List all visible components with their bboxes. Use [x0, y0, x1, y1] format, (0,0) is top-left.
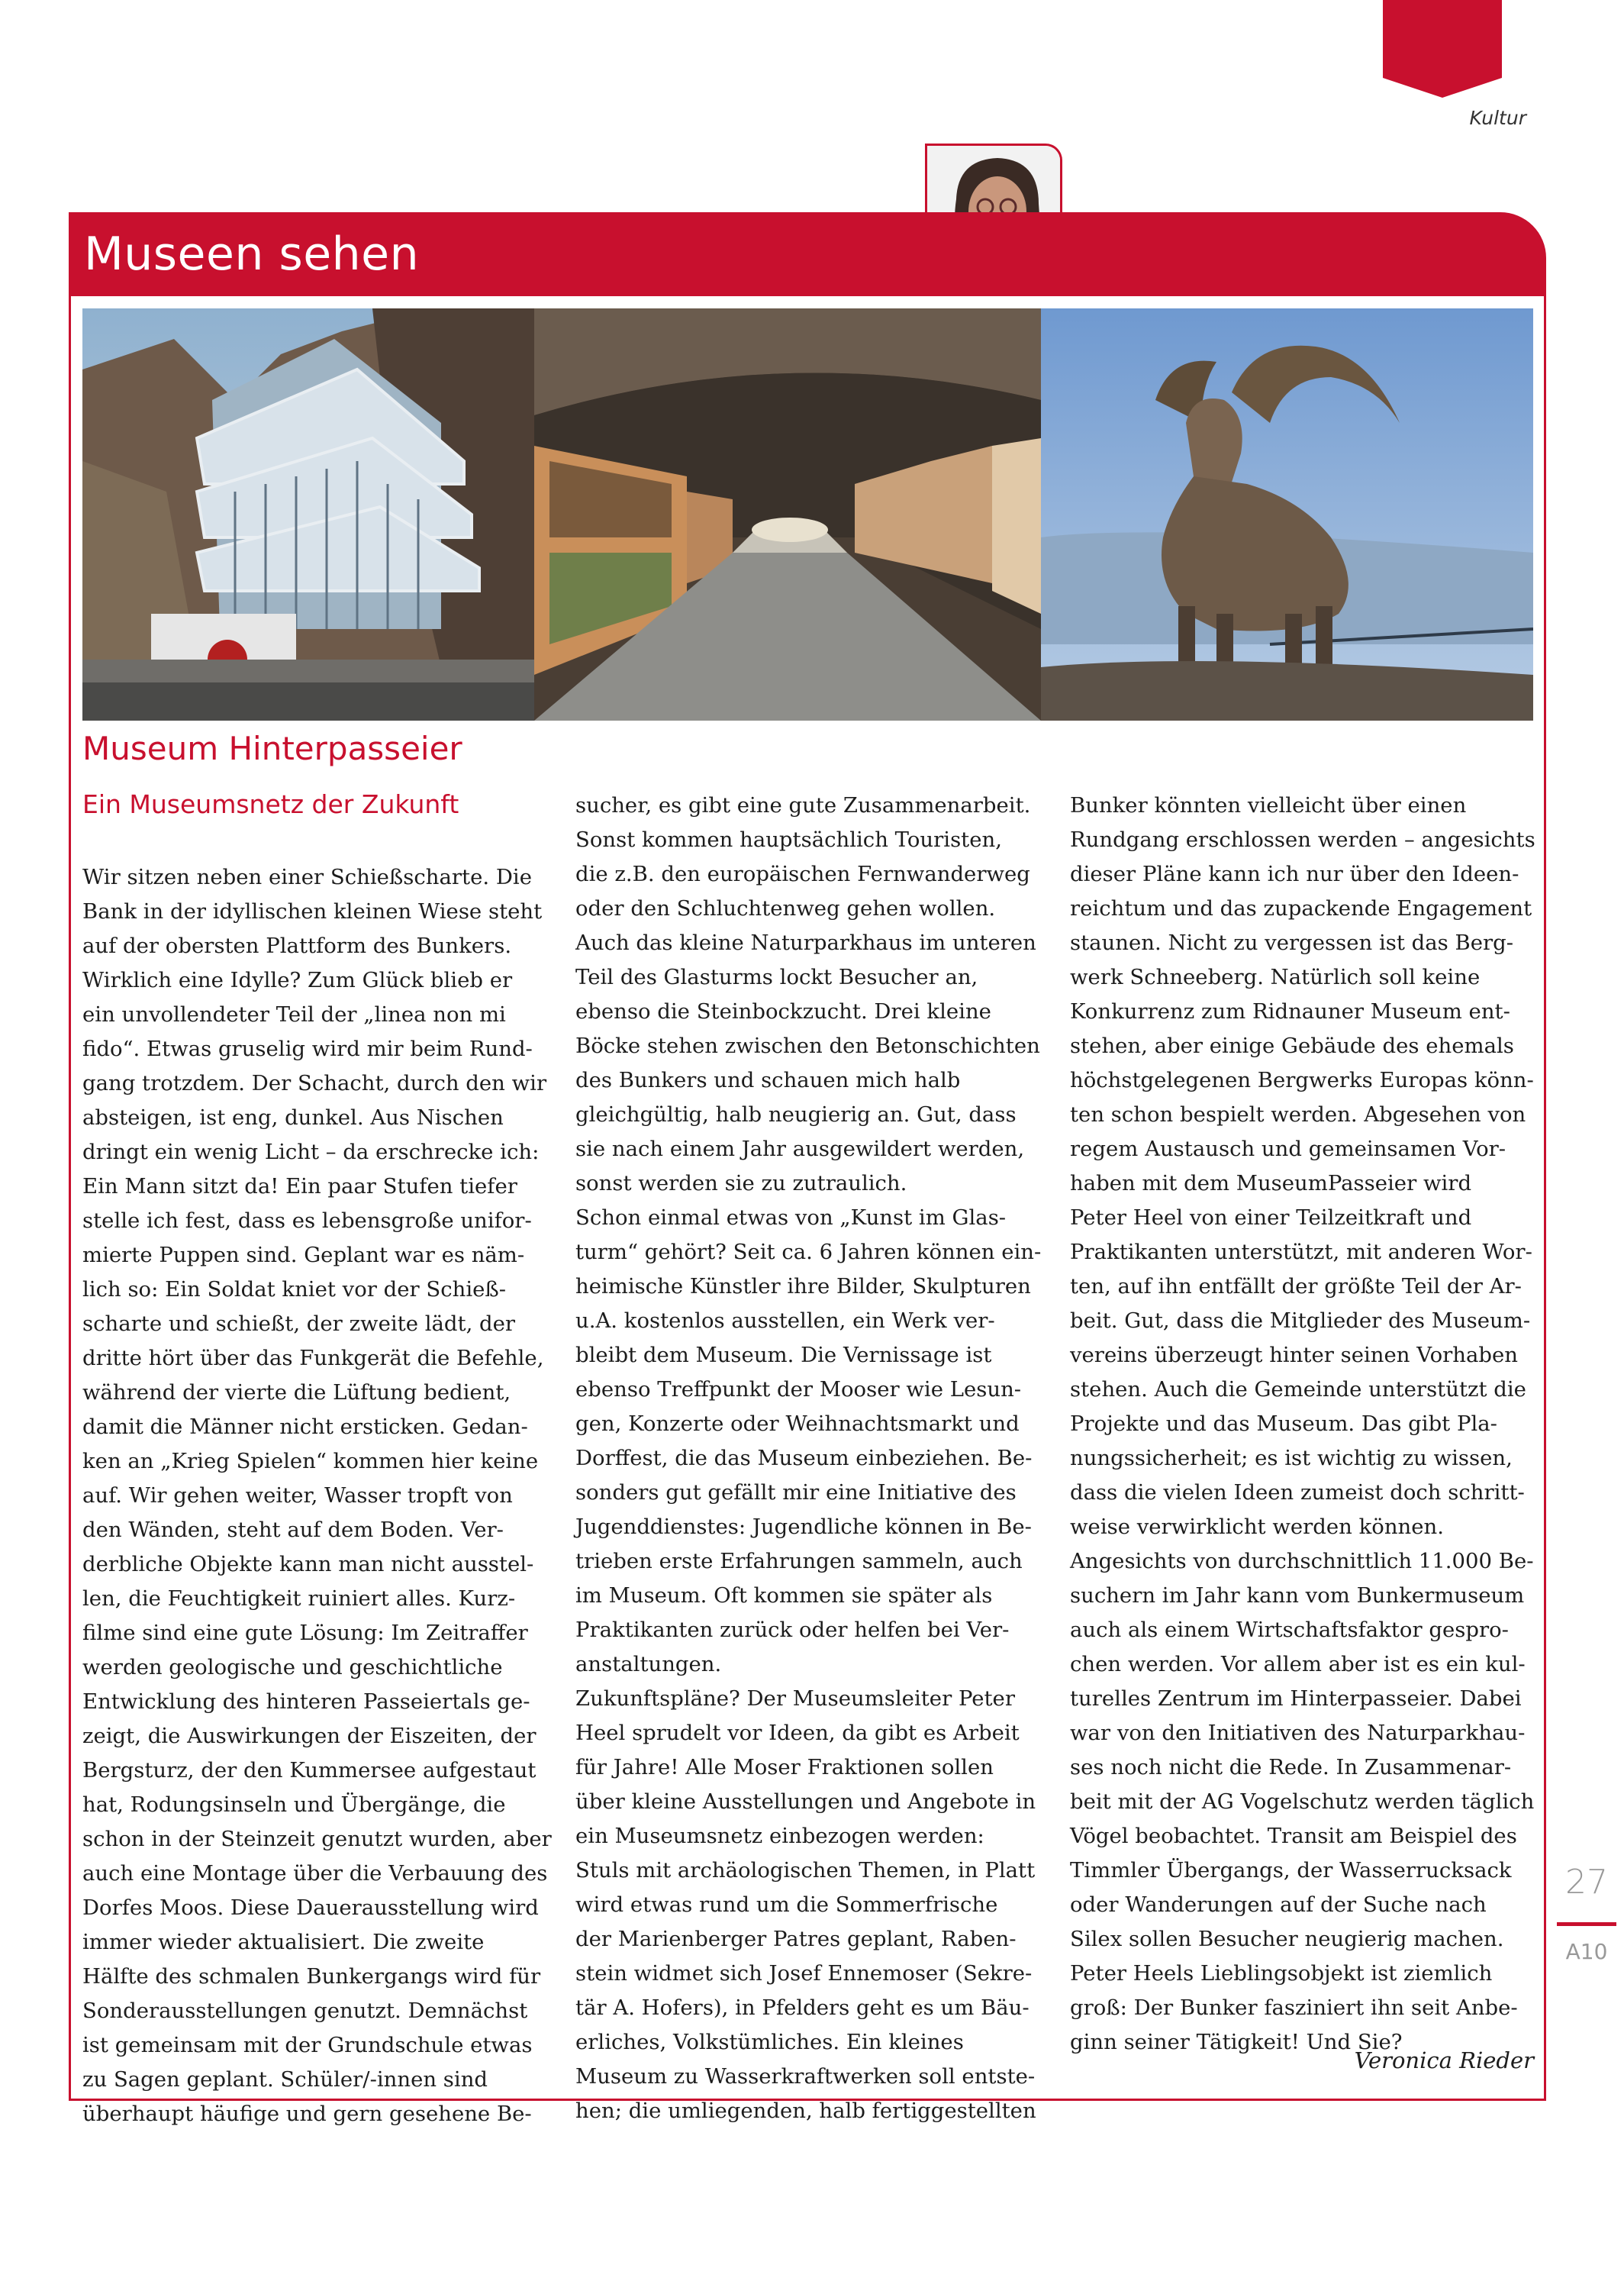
text-line: erliches, Volkstümliches. Ein kleines	[575, 2030, 964, 2054]
text-line: Peter Heels Lieblingsobjekt ist ziemlich	[1070, 1961, 1493, 1986]
text-line: haben mit dem MuseumPasseier wird	[1070, 1171, 1472, 1195]
text-line: ten, auf ihn entfällt der größte Teil der Ar-	[1070, 1274, 1522, 1299]
text-line: ebenso die Steinbockzucht. Drei kleine	[575, 999, 991, 1024]
text-line: Schon einmal etwas von „Kunst im Glas-	[575, 1205, 1007, 1230]
text-line: tär A. Hofers), in Pfelders geht es um Bäu-	[575, 1995, 1030, 2020]
text-line: Jugenddienstes: Jugendliche können in Be-	[575, 1515, 1032, 1539]
text-line: für Jahre! Alle Moser Fraktionen sollen	[575, 1755, 994, 1779]
text-line: Peter Heel von einer Teilzeitkraft und	[1070, 1205, 1472, 1230]
text-line: damit die Männer nicht ersticken. Gedan-	[82, 1415, 528, 1439]
text-line: Timmler Übergangs, der Wasserrucksack	[1070, 1858, 1512, 1883]
text-line: lich so: Ein Soldat kniet vor der Schieß-	[82, 1277, 507, 1302]
text-line: über kleine Ausstellungen und Angebote in	[575, 1789, 1036, 1814]
section-label: Kultur	[1469, 107, 1526, 129]
text-line: ginn seiner Tätigkeit! Und Sie?	[1070, 2030, 1403, 2054]
text-line: u.A. kostenlos ausstellen, ein Werk ver-	[575, 1308, 995, 1333]
text-line: Entwicklung des hinteren Passeiertals ge-	[82, 1689, 530, 1714]
text-line: fido“. Etwas gruselig wird mir beim Rund-	[82, 1037, 533, 1061]
text-line: oder den Schluchtenweg gehen wollen.	[575, 896, 996, 921]
text-line: anstaltungen.	[575, 1652, 722, 1676]
text-line: Stuls mit archäologischen Themen, in Platt	[575, 1858, 1036, 1883]
text-line: regem Austausch und gemeinsamen Vor-	[1070, 1137, 1506, 1161]
page-title: Museen sehen	[84, 227, 420, 281]
text-line: im Museum. Oft kommen sie später als	[575, 1583, 993, 1608]
text-line: Silex sollen Besucher neugierig machen.	[1070, 1927, 1504, 1951]
author-byline: Veronica Rieder	[1354, 2047, 1534, 2073]
text-line: dieser Pläne kann ich nur über den Ideen-	[1070, 862, 1519, 886]
text-column-3	[1070, 789, 1535, 2060]
text-line: schon in der Steinzeit genutzt wurden, aber	[82, 1827, 552, 1851]
text-line: turelles Zentrum im Hinterpasseier. Dabei	[1070, 1686, 1522, 1711]
text-line: oder Wanderungen auf der Suche nach	[1070, 1892, 1487, 1917]
text-line: sie nach einem Jahr ausgewildert werden,	[575, 1137, 1025, 1161]
text-column-1	[82, 860, 552, 2131]
text-line: sucher, es gibt eine gute Zusammenarbeit.	[575, 793, 1031, 818]
text-line: den Wänden, steht auf dem Boden. Ver-	[82, 1518, 504, 1542]
text-line: Bergsturz, der den Kummersee aufgestaut	[82, 1758, 536, 1783]
text-line: war von den Initiativen des Naturparkhau-	[1070, 1721, 1526, 1745]
text-line: wird etwas rund um die Sommerfrische	[575, 1892, 998, 1917]
text-line: gen, Konzerte oder Weihnachtsmarkt und	[575, 1412, 1020, 1436]
glass-tower-museum-photo	[82, 308, 534, 721]
text-line: Dorfes Moos. Diese Dauerausstellung wird	[82, 1895, 539, 1920]
text-line: Sonderausstellungen genutzt. Demnächst	[82, 1999, 528, 2023]
text-line: die z.B. den europäischen Fernwanderweg	[575, 862, 1030, 886]
text-line: höchstgelegenen Bergwerks Europas könn-	[1070, 1068, 1534, 1092]
text-line: ebenso Treffpunkt der Mooser wie Lesun-	[575, 1377, 1022, 1402]
ibex-photo	[1041, 308, 1533, 721]
text-line: der Marienberger Patres geplant, Raben-	[575, 1927, 1017, 1951]
section-tab-marker	[1383, 0, 1502, 98]
text-line: groß: Der Bunker fasziniert ihn seit Anbe-	[1070, 1995, 1518, 2020]
text-line: während der vierte die Lüftung bedient,	[82, 1380, 511, 1405]
text-line: auf. Wir gehen weiter, Wasser tropft von	[82, 1483, 513, 1508]
text-line: sonst werden sie zu zutraulich.	[575, 1171, 907, 1195]
text-line: Ein Mann sitzt da! Ein paar Stufen tiefer	[82, 1174, 517, 1199]
text-line: ken an „Krieg Spielen“ kommen hier keine	[82, 1449, 539, 1473]
text-line: Konkurrenz zum Ridnauner Museum ent-	[1070, 999, 1510, 1024]
text-line: ses noch nicht die Rede. In Zusammenar-	[1070, 1755, 1512, 1779]
text-line: stein widmet sich Josef Ennemoser (Sekre-	[575, 1961, 1033, 1986]
text-line: hat, Rodungsinseln und Übergänge, die	[82, 1792, 506, 1817]
page-number: 27	[1565, 1863, 1608, 1902]
text-line: absteigen, ist eng, dunkel. Aus Nischen	[82, 1105, 504, 1130]
text-line: stehen. Auch die Gemeinde unterstützt die	[1070, 1377, 1526, 1402]
text-line: turm“ gehört? Seit ca. 6 Jahren können ein-	[575, 1240, 1042, 1264]
text-line: ten schon bespielt werden. Abgesehen von	[1070, 1102, 1526, 1127]
text-line: bleibt dem Museum. Die Vernissage ist	[575, 1343, 992, 1367]
text-line: werk Schneeberg. Natürlich soll keine	[1070, 965, 1481, 989]
text-line: Projekte und das Museum. Das gibt Pla-	[1070, 1412, 1497, 1436]
text-line: sonders gut gefällt mir eine Initiative des	[575, 1480, 1017, 1505]
text-line: gang trotzdem. Der Schacht, durch den wir	[82, 1071, 547, 1095]
text-line: Angesichts von durchschnittlich 11.000 Be-	[1070, 1549, 1534, 1573]
text-line: staunen. Nicht zu vergessen ist das Berg-	[1070, 931, 1514, 955]
text-line: mierte Puppen sind. Geplant war es näm-	[82, 1243, 525, 1267]
text-line: hen; die umliegenden, halb fertiggestellten	[575, 2099, 1036, 2123]
text-line: des Bunkers und schauen mich halb	[575, 1068, 961, 1092]
text-line: derbliche Objekte kann man nicht ausstel-	[82, 1552, 534, 1576]
text-line: gleichgültig, halb neugierig an. Gut, dass	[575, 1102, 1017, 1127]
text-line: reichtum und das zupackende Engagement	[1070, 896, 1532, 921]
text-line: len, die Feuchtigkeit ruiniert alles. Kurz-	[82, 1586, 516, 1611]
text-line: Auch das kleine Naturparkhaus im unteren	[575, 931, 1036, 955]
text-line: Praktikanten unterstützt, mit anderen Wor-	[1070, 1240, 1532, 1264]
text-line: stelle ich fest, dass es lebensgroße unifor-	[82, 1208, 532, 1233]
title-bar	[69, 212, 1546, 296]
text-line: Heel sprudelt vor Ideen, da gibt es Arbeit	[575, 1721, 1020, 1745]
text-line: beit. Gut, dass die Mitglieder des Museum-	[1070, 1308, 1531, 1333]
text-line: weise verwirklicht werden können.	[1070, 1515, 1444, 1539]
text-line: Wirklich eine Idylle? Zum Glück blieb er	[82, 968, 513, 992]
text-line: Rundgang erschlossen werden – angesichts	[1070, 828, 1535, 852]
text-line: vereins überzeugt hinter seinen Vorhaben	[1070, 1343, 1518, 1367]
text-line: Teil des Glasturms lockt Besucher an,	[575, 965, 978, 989]
text-line: heimische Künstler ihre Bilder, Skulpturen	[575, 1274, 1031, 1299]
text-line: Zukunftspläne? Der Museumsleiter Peter	[575, 1686, 1015, 1711]
text-line: dass die vielen Ideen zumeist doch schritt-	[1070, 1480, 1525, 1505]
text-line: scharte und schießt, der zweite lädt, der	[82, 1311, 516, 1336]
text-line: Bunker könnten vielleicht über einen	[1070, 793, 1467, 818]
text-line: Vögel beobachtet. Transit am Beispiel des	[1070, 1824, 1517, 1848]
text-line: chen werden. Vor allem aber ist es ein kul-	[1070, 1652, 1526, 1676]
text-line: beit mit der AG Vogelschutz werden täglich	[1070, 1789, 1535, 1814]
text-line: stehen, aber einige Gebäude des ehemals	[1070, 1034, 1514, 1058]
page-code: A10	[1565, 1939, 1608, 1964]
text-column-2	[575, 789, 1041, 2128]
text-line: zeigt, die Auswirkungen der Eiszeiten, der	[82, 1724, 536, 1748]
text-line: filme sind eine gute Lösung: Im Zeitraffer	[82, 1621, 528, 1645]
text-line: Sonst kommen hauptsächlich Touristen,	[575, 828, 1002, 852]
article-subheadline: Ein Museumsnetz der Zukunft	[82, 789, 459, 819]
text-line: Bank in der idyllischen kleinen Wiese steht	[82, 899, 543, 924]
page-number-rule	[1557, 1922, 1616, 1926]
text-line: auf der obersten Plattform des Bunkers.	[82, 934, 512, 958]
text-line: Böcke stehen zwischen den Betonschichten	[575, 1034, 1040, 1058]
text-line: auch als einem Wirtschaftsfaktor gespro-	[1070, 1618, 1509, 1642]
text-line: immer wieder aktualisiert. Die zweite	[82, 1930, 485, 1954]
text-line: dringt ein wenig Licht – da erschrecke ich:	[82, 1140, 540, 1164]
text-line: ein Museumsnetz einbezogen werden:	[575, 1824, 984, 1848]
text-line: überhaupt häufige und gern gesehene Be-	[82, 2102, 532, 2126]
text-line: zu Sagen geplant. Schüler/-innen sind	[82, 2067, 488, 2092]
text-line: Hälfte des schmalen Bunkergangs wird für	[82, 1964, 541, 1989]
text-line: ein unvollendeter Teil der „linea non mi	[82, 1002, 506, 1027]
text-line: trieben erste Erfahrungen sammeln, auch	[575, 1549, 1023, 1573]
text-line: Wir sitzen neben einer Schießscharte. Die	[82, 865, 532, 889]
text-line: Dorffest, die das Museum einbeziehen. Be-	[575, 1446, 1033, 1470]
text-line: suchern im Jahr kann vom Bunkermuseum	[1070, 1583, 1525, 1608]
article-headline: Museum Hinterpasseier	[82, 730, 462, 767]
text-line: auch eine Montage über die Verbauung des	[82, 1861, 548, 1886]
bunker-tunnel-exhibition-photo	[534, 308, 1041, 721]
text-line: dritte hört über das Funkgerät die Befehle,	[82, 1346, 544, 1370]
text-line: Praktikanten zurück oder helfen bei Ver-	[575, 1618, 1010, 1642]
text-line: Museum zu Wasserkraftwerken soll entste-	[575, 2064, 1036, 2089]
text-line: ist gemeinsam mit der Grundschule etwas	[82, 2033, 533, 2057]
text-line: nungssicherheit; es ist wichtig zu wissen,	[1070, 1446, 1513, 1470]
text-line: werden geologische und geschichtliche	[82, 1655, 503, 1679]
